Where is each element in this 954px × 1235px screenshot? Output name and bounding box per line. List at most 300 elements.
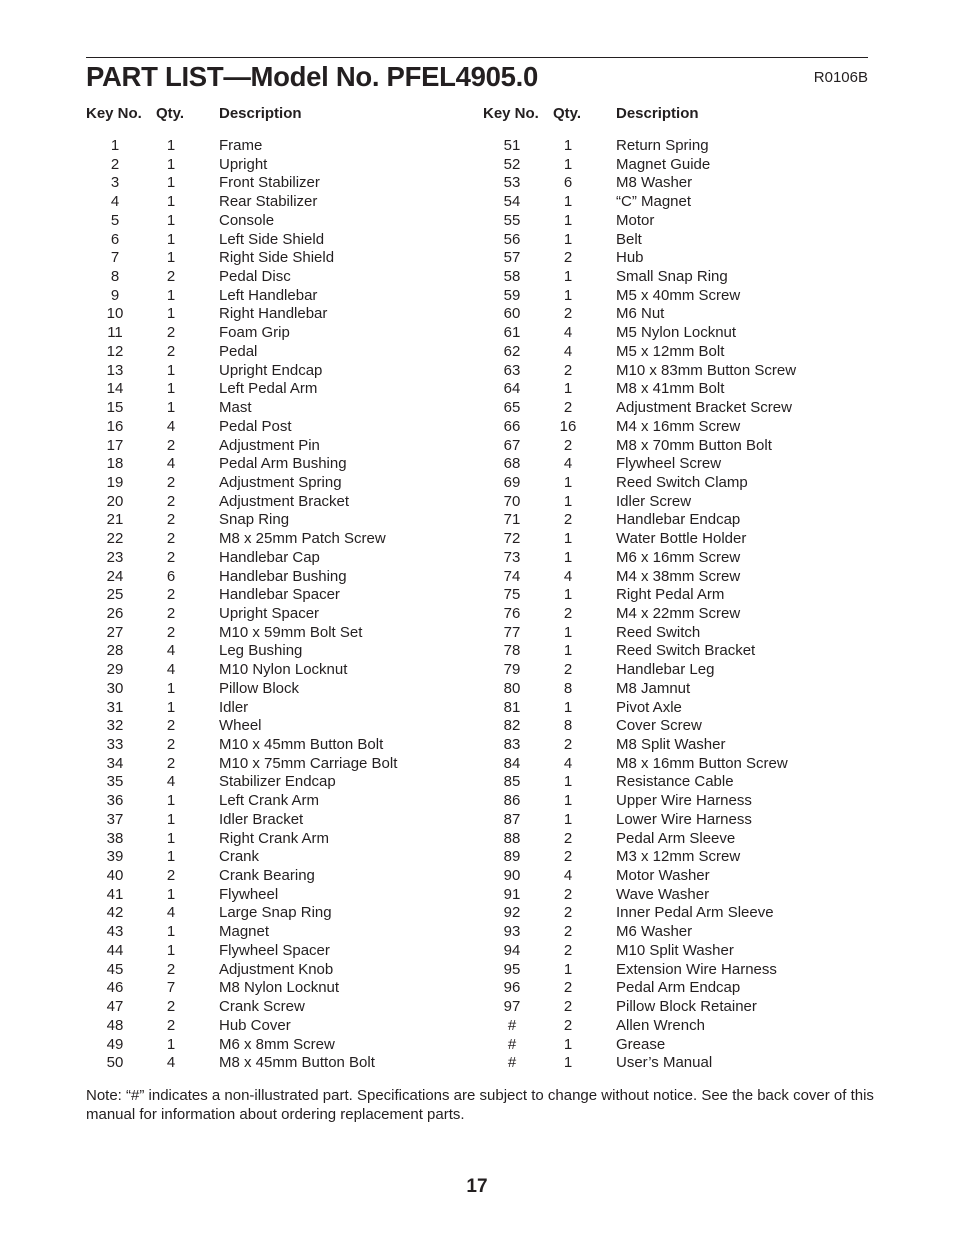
part-description: Handlebar Leg [616,661,715,679]
table-row [86,642,486,661]
part-quantity: 4 [166,661,176,679]
table-row [86,605,486,624]
part-description: Snap Ring [219,511,290,529]
table-row [86,362,486,381]
part-quantity: 1 [166,941,176,959]
part-key-number: 86 [503,792,521,810]
part-quantity: 2 [166,268,176,286]
part-quantity: 2 [166,342,176,360]
part-key-number: 76 [503,604,521,622]
part-description: M8 x 70mm Button Bolt [616,436,772,454]
part-quantity: 2 [563,1016,573,1034]
part-key-number: 12 [106,342,124,360]
part-quantity: 4 [563,754,573,772]
part-quantity: 1 [166,286,176,304]
table-row [86,736,486,755]
parts-rows-right [483,137,883,1073]
part-quantity: 1 [563,642,573,660]
part-quantity: 6 [166,567,176,585]
part-quantity: 4 [166,904,176,922]
part-quantity: 4 [563,567,573,585]
table-row [483,455,883,474]
table-row [86,1054,486,1073]
parts-table-left [86,105,486,1072]
part-description: Inner Pedal Arm Sleeve [616,904,774,922]
table-row [483,362,883,381]
table-row [483,511,883,530]
table-row [483,324,883,343]
part-quantity: 2 [166,1016,176,1034]
table-row [483,755,883,774]
part-key-number: 5 [110,211,120,229]
part-description: Motor Washer [616,867,710,885]
table-row [483,305,883,324]
part-quantity: 1 [563,698,573,716]
part-quantity: 1 [563,960,573,978]
table-row [483,624,883,643]
part-quantity: 2 [166,623,176,641]
part-key-number: 27 [106,623,124,641]
key-column-header: Key No. [483,105,539,122]
part-quantity: 1 [166,1035,176,1053]
part-key-number: 28 [106,642,124,660]
part-description: Small Snap Ring [616,268,728,286]
part-key-number: 43 [106,923,124,941]
part-key-number: 26 [106,604,124,622]
table-row [86,156,486,175]
table-row [483,979,883,998]
part-description: Return Spring [616,137,709,154]
table-row [86,755,486,774]
part-key-number: 80 [503,679,521,697]
part-quantity: 2 [563,941,573,959]
table-row [483,399,883,418]
part-quantity: 4 [563,867,573,885]
part-key-number: 81 [503,698,521,716]
part-key-number: 44 [106,941,124,959]
part-quantity: 1 [166,829,176,847]
part-quantity: 1 [563,268,573,286]
table-row [86,474,486,493]
table-row [483,193,883,212]
table-row [483,998,883,1017]
table-row [86,137,486,156]
table-row [86,287,486,306]
part-description: Resistance Cable [616,773,734,791]
part-key-number: 68 [503,455,521,473]
description-column-header: Description [616,105,699,122]
table-row [483,231,883,250]
part-quantity: 2 [563,249,573,267]
part-key-number: 73 [503,548,521,566]
part-description: Left Handlebar [219,286,318,304]
part-quantity: 2 [166,717,176,735]
part-description: M8 Washer [616,174,693,192]
part-quantity: 1 [563,155,573,173]
part-description: Reed Switch Clamp [616,473,748,491]
part-quantity: 4 [563,324,573,342]
part-quantity: 1 [563,473,573,491]
table-row [483,380,883,399]
part-key-number: 22 [106,530,124,548]
part-description: Leg Bushing [219,642,303,660]
table-row [86,699,486,718]
page-title: PART LIST—Model No. PFEL4905.0 [86,61,538,92]
part-quantity: 4 [166,417,176,435]
table-row [483,942,883,961]
table-row [483,904,883,923]
part-description: Rear Stabilizer [219,193,318,211]
part-key-number: 45 [106,960,124,978]
table-row [86,1017,486,1036]
part-key-number: 14 [106,380,124,398]
part-description: Wave Washer [616,885,710,903]
part-quantity: 2 [563,511,573,529]
part-key-number: # [507,1035,517,1053]
part-key-number: 48 [106,1016,124,1034]
part-key-number: 69 [503,473,521,491]
part-description: Extension Wire Harness [616,960,777,978]
part-quantity: 1 [563,530,573,548]
part-description: Motor [616,211,655,229]
part-key-number: 18 [106,455,124,473]
part-description: M6 x 8mm Screw [219,1035,335,1053]
part-description: Flywheel Screw [616,455,722,473]
part-description: Mast [219,399,252,417]
part-key-number: 7 [110,249,120,267]
part-quantity: 1 [563,810,573,828]
part-key-number: 8 [110,268,120,286]
table-row [86,511,486,530]
part-key-number: 23 [106,548,124,566]
part-key-number: 64 [503,380,521,398]
part-quantity: 1 [563,792,573,810]
part-key-number: 54 [503,193,521,211]
part-quantity: 2 [166,998,176,1016]
part-key-number: 15 [106,399,124,417]
part-quantity: 1 [166,810,176,828]
part-key-number: 25 [106,586,124,604]
part-key-number: 95 [503,960,521,978]
part-key-number: 60 [503,305,521,323]
table-row [86,418,486,437]
part-key-number: 82 [503,717,521,735]
part-quantity: 1 [166,211,176,229]
part-quantity: 2 [563,848,573,866]
table-row [483,699,883,718]
table-row [483,961,883,980]
table-row [483,249,883,268]
part-description: Allen Wrench [616,1016,705,1034]
part-description: Left Side Shield [219,230,325,248]
table-row [86,249,486,268]
part-quantity: 2 [563,604,573,622]
part-key-number: 90 [503,867,521,885]
table-row [483,717,883,736]
part-key-number: 32 [106,717,124,735]
table-row [86,717,486,736]
part-description: M6 x 16mm Screw [616,548,741,566]
part-key-number: 84 [503,754,521,772]
part-key-number: 4 [110,193,120,211]
part-key-number: 58 [503,268,521,286]
table-row [483,811,883,830]
part-description: M5 Nylon Locknut [616,324,737,342]
table-row [483,268,883,287]
table-row [483,530,883,549]
part-quantity: 2 [166,754,176,772]
part-key-number: 50 [106,1054,124,1072]
part-quantity: 1 [563,773,573,791]
part-key-number: 72 [503,530,521,548]
part-key-number: 62 [503,342,521,360]
part-quantity: 2 [563,361,573,379]
part-quantity: 8 [563,679,573,697]
table-row [483,212,883,231]
part-quantity: 1 [166,399,176,417]
part-key-number: 24 [106,567,124,585]
part-quantity: 2 [166,586,176,604]
part-description: Cover Screw [616,717,702,735]
table-row [483,174,883,193]
part-description: M8 Nylon Locknut [219,979,340,997]
part-key-number: 46 [106,979,124,997]
part-description: M8 x 41mm Bolt [616,380,725,398]
table-row [86,680,486,699]
part-key-number: 37 [106,810,124,828]
part-description: M10 x 83mm Button Screw [616,361,797,379]
part-key-number: 71 [503,511,521,529]
part-key-number: 59 [503,286,521,304]
part-description: M10 x 75mm Carriage Bolt [219,754,398,772]
part-description: M4 x 22mm Screw [616,604,741,622]
part-description: Right Side Shield [219,249,335,267]
part-description: Upright [219,155,268,173]
part-key-number: 20 [106,492,124,510]
part-description: Pedal Arm Endcap [616,979,741,997]
table-row [483,736,883,755]
part-description: Magnet [219,923,270,941]
part-key-number: 3 [110,174,120,192]
parts-table-right [483,105,883,1072]
part-quantity: 8 [563,717,573,735]
table-row [483,792,883,811]
part-key-number: 89 [503,848,521,866]
part-quantity: 1 [166,792,176,810]
part-description: M8 Split Washer [616,736,726,753]
part-quantity: 2 [166,324,176,342]
part-key-number: 63 [503,361,521,379]
part-key-number: 47 [106,998,124,1016]
table-row [86,437,486,456]
part-description: Frame [219,137,263,154]
part-quantity: 2 [166,473,176,491]
part-quantity: 4 [166,773,176,791]
part-description: Handlebar Spacer [219,586,340,604]
part-description: Right Handlebar [219,305,328,323]
table-row [483,605,883,624]
part-quantity: 1 [563,492,573,510]
part-quantity: 16 [559,417,577,435]
table-row [86,399,486,418]
part-quantity: 2 [563,829,573,847]
table-row [86,904,486,923]
part-description: Crank Bearing [219,867,315,885]
part-description: Lower Wire Harness [616,810,752,828]
part-key-number: 35 [106,773,124,791]
part-description: Stabilizer Endcap [219,773,336,791]
part-key-number: 94 [503,941,521,959]
table-row [86,324,486,343]
table-row [86,830,486,849]
part-description: Handlebar Cap [219,548,320,566]
table-row [86,792,486,811]
part-description: Grease [616,1035,666,1053]
part-quantity: 1 [166,193,176,211]
table-row [483,549,883,568]
part-key-number: 79 [503,661,521,679]
table-row [86,811,486,830]
part-quantity: 1 [166,885,176,903]
table-row [86,586,486,605]
table-row [86,231,486,250]
part-description: Adjustment Bracket [219,492,350,510]
table-row [483,137,883,156]
part-key-number: 92 [503,904,521,922]
part-key-number: 78 [503,642,521,660]
part-quantity: 1 [563,623,573,641]
part-key-number: 42 [106,904,124,922]
table-row [483,586,883,605]
part-quantity: 1 [563,586,573,604]
table-row [86,380,486,399]
part-description: Pedal Disc [219,268,291,286]
part-key-number: 31 [106,698,124,716]
table-row [483,1036,883,1055]
part-description: M8 x 45mm Button Bolt [219,1054,375,1072]
table-row [483,493,883,512]
part-description: Reed Switch [616,623,701,641]
table-row [483,830,883,849]
part-key-number: 1 [110,137,120,154]
part-description: Adjustment Spring [219,473,342,491]
part-quantity: 1 [166,174,176,192]
part-quantity: 2 [166,492,176,510]
part-quantity: 1 [166,380,176,398]
table-row [86,174,486,193]
table-row [483,773,883,792]
part-quantity: 4 [166,455,176,473]
part-quantity: 1 [563,286,573,304]
part-key-number: 75 [503,586,521,604]
part-key-number: 65 [503,399,521,417]
table-row [86,343,486,362]
part-key-number: 93 [503,923,521,941]
table-row [483,848,883,867]
part-description: Crank Screw [219,998,305,1016]
part-quantity: 2 [563,736,573,753]
part-quantity: 1 [166,155,176,173]
part-key-number: 39 [106,848,124,866]
part-quantity: 1 [563,380,573,398]
part-key-number: 53 [503,174,521,192]
table-row [86,549,486,568]
part-quantity: 4 [166,642,176,660]
part-key-number: 51 [503,137,521,154]
part-key-number: 10 [106,305,124,323]
table-row [86,1036,486,1055]
part-key-number: 67 [503,436,521,454]
part-description: Adjustment Pin [219,436,320,454]
part-quantity: 1 [563,193,573,211]
part-description: M8 x 25mm Patch Screw [219,530,386,548]
part-quantity: 2 [166,548,176,566]
description-column-header: Description [219,105,302,122]
part-key-number: 49 [106,1035,124,1053]
part-quantity: 2 [166,511,176,529]
part-quantity: 1 [563,230,573,248]
document-code: R0106B [813,69,868,86]
part-description: Upright Spacer [219,604,320,622]
part-key-number: 29 [106,661,124,679]
table-row [86,848,486,867]
part-description: M10 Split Washer [616,941,734,959]
part-description: Belt [616,230,642,248]
table-row [86,998,486,1017]
table-row [86,961,486,980]
part-quantity: 2 [563,885,573,903]
part-key-number: 91 [503,885,521,903]
part-quantity: 2 [563,399,573,417]
part-description: Pillow Block [219,679,300,697]
part-key-number: 83 [503,736,521,753]
part-quantity: 2 [166,436,176,454]
table-row [483,661,883,680]
part-key-number: 38 [106,829,124,847]
part-quantity: 1 [563,1035,573,1053]
table-row [483,474,883,493]
part-quantity: 1 [166,230,176,248]
part-description: Right Pedal Arm [616,586,725,604]
table-row [86,193,486,212]
part-key-number: 55 [503,211,521,229]
part-quantity: 2 [563,436,573,454]
part-description: Left Crank Arm [219,792,320,810]
table-row [86,942,486,961]
part-quantity: 4 [166,1054,176,1072]
part-key-number: 9 [110,286,120,304]
part-key-number: 88 [503,829,521,847]
part-description: Upright Endcap [219,361,323,379]
part-description: M10 x 45mm Button Bolt [219,736,384,753]
part-key-number: 11 [107,324,123,342]
table-row [483,867,883,886]
part-description: M6 Nut [616,305,665,323]
table-row [86,212,486,231]
part-key-number: 19 [106,473,124,491]
part-description: Front Stabilizer [219,174,320,192]
part-key-number: 56 [503,230,521,248]
part-quantity: 4 [563,342,573,360]
part-quantity: 1 [166,305,176,323]
qty-column-header: Qty. [553,105,582,122]
table-row [483,1054,883,1073]
part-quantity: 1 [166,848,176,866]
part-key-number: 70 [503,492,521,510]
part-description: Hub [616,249,644,267]
table-row [483,437,883,456]
part-key-number: 40 [106,867,124,885]
